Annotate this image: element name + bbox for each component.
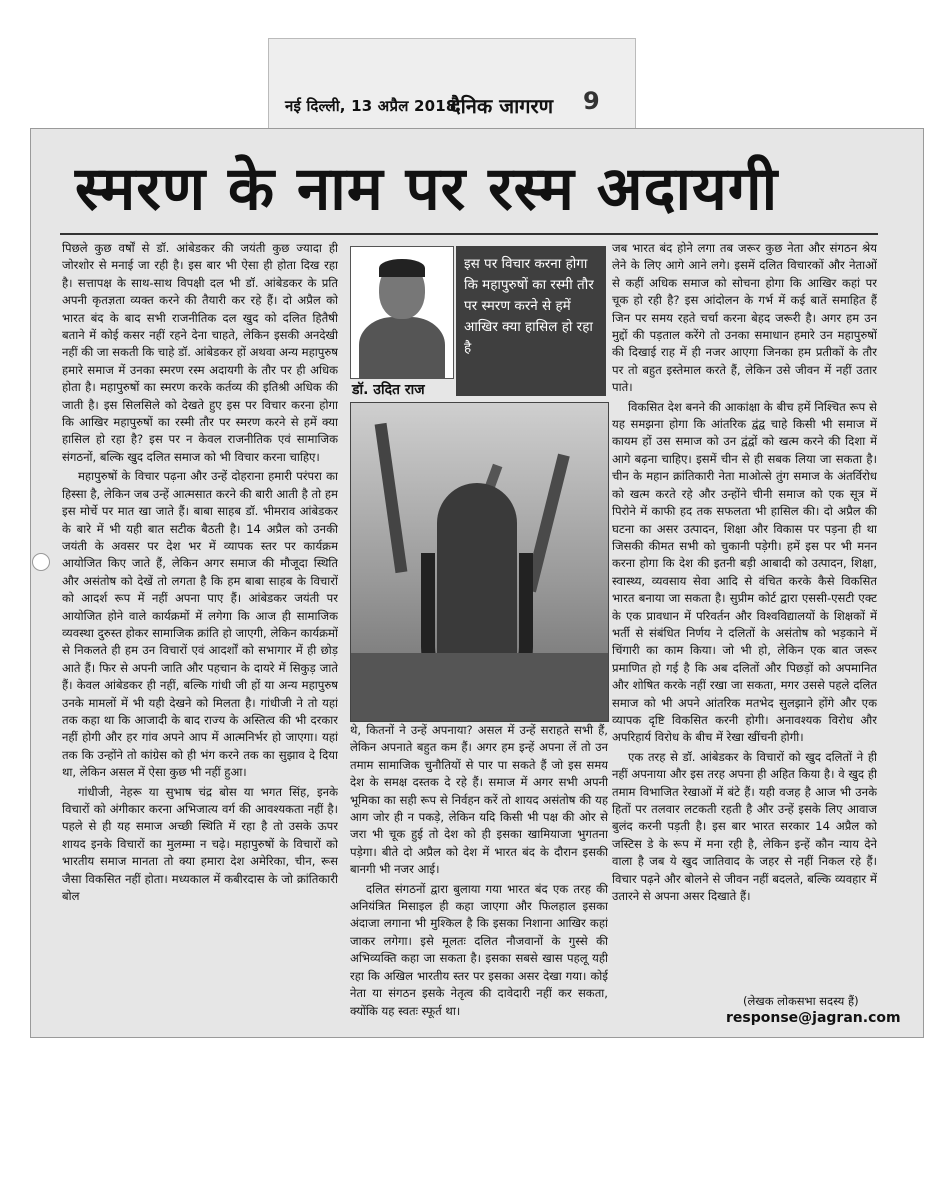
author-note: (लेखक लोकसभा सदस्य हैं) bbox=[743, 994, 859, 1008]
dateline: नई दिल्ली, 13 अप्रैल 2018 bbox=[285, 97, 457, 115]
paragraph: थे, कितनों ने उन्हें अपनाया? असल में उन्हें सराहते सभी हैं, लेकिन अपनाते बहुत कम हैं। अगर हम इन्हें अपना लें तो उन तमाम सामाजिक चुनौतियों से पार पा सकते हैं जो इस समय देश के समक्ष दस्तक दे रहे हैं। समाज में अगर सभी अपनी भूमिका का सही रूप से निर्वहन करें तो शायद असंतोष की यह आग जोर ही न पकड़े, लेकिन यदि किसी भी पक्ष की ओर से जरा भी चूक हुई तो देश को ही इसका खामियाजा भुगतना पड़ेगा। बीते दो अप्रैल को देश में भारत बंद के दौरान इसकी बानगी भी नजर आई। bbox=[350, 723, 608, 877]
article-column-2 bbox=[350, 722, 608, 1032]
headline: स्मरण के नाम पर रस्म अदायगी bbox=[75, 154, 779, 224]
author-photo bbox=[350, 246, 454, 379]
headline-rule bbox=[60, 233, 878, 235]
punch-hole bbox=[32, 553, 50, 571]
masthead bbox=[268, 38, 636, 132]
paragraph: पिछले कुछ वर्षों से डॉ. आंबेडकर की जयंती कुछ ज्यादा ही जोरशोर से मनाई जा रही है। इस बार भी ऐसा ही होता दिख रहा है। सत्तापक्ष के साथ-साथ विपक्षी दल भी डॉ. आंबेडकर के प्रति अपनी कृतज्ञता व्यक्त करने की तैयारी कर रहे हैं। दो अप्रैल को भारत बंद के बाद सभी राजनीतिक दल खुद को दलित हितैषी बताने में कोई कसर नहीं रहने देना चाहते, लेकिन इसकी अनदेखी नहीं की जा सकती कि चाहे डॉ. आंबेडकर हों अथवा अन्य महापुरुष हमारे समाज में उनका स्मरण रस्म अदायगी के तौर पर ही अधिक होता है। महापुरुषों का स्मरण करके कर्तव्य की इतिश्री अधिक की जाती है। इस सिलसिले को देखते हुए इस पर विचार करना होगा कि आखिर महापुरुषों का रस्मी तौर पर स्मरण करने से हमें क्या हासिल हो रहा है? इस पर न केवल राजनीतिक एवं सामाजिक संगठनों, बल्कि खुद दलित समाज को भी विचार करना चाहिए। bbox=[62, 241, 338, 464]
paragraph: गांधीजी, नेहरू या सुभाष चंद्र बोस या भगत सिंह, इनके विचारों को अंगीकार करना अभिजात्य वर्ग की आवश्यकता नहीं है। पहले से ही यह समाज अच्छी स्थिति में रहा है तो उसके ऊपर शायद इनके विचारों का मुलम्मा न चढ़े। महापुरुषों के विचारों को भारतीय समाज मानता तो क्या हमारा देश अमेरिका, चीन, रूस जैसा विकसित नहीं होता। मध्यकाल में कबीरदास के जो क्रांतिकारी बोल bbox=[62, 784, 338, 904]
response-email: response@jagran.com bbox=[726, 1010, 901, 1026]
paragraph: एक तरह से डॉ. आंबेडकर के विचारों को खुद दलितों ने ही नहीं अपनाया और इस तरह अपना ही अहित किया है। वे खुद ही तमाम विभाजित रेखाओं में बंटे हैं। यही वजह है आज भी उनके हितों पर तलवार लटकती रहती है और उन्हें इसके लिए आवाज बुलंद करनी पड़ती है। इस बार भारत सरकार 14 अप्रैल को जस्टिस डे के रूप में मना रही है, लेकिन इन्हें कौन न्याय देने वाला है जब ये खुद जातिवाद के जहर से नहीं निकल रहे हैं। विचार पढ़ने और बोलने से जीवन नहीं बदलते, बल्कि व्यवहार में उतारने से अपना असर दिखाते हैं। bbox=[612, 749, 877, 904]
article-column-3 bbox=[612, 240, 877, 956]
page-number: 9 bbox=[583, 87, 600, 115]
author-byline: डॉ. उदित राज bbox=[352, 382, 425, 398]
paragraph: महापुरुषों के विचार पढ़ना और उन्हें दोहराना हमारी परंपरा का हिस्सा है, लेकिन जब उन्हें आत्मसात करने की बारी आती है तो हम इस मोर्चे पर मात खा जाते हैं। बाबा साहब डॉ. भीमराव आंबेडकर के बारे में भी यही बात सटीक बैठती है। 14 अप्रैल को उनकी जयंती के अवसर पर देश भर में व्यापक स्तर पर कार्यक्रम आयोजित किए जाते हैं, लेकिन अगर समाज की मौजूदा स्थिति और असंतोष को देखें तो लगता है कि हम बाबा साहब के विचारों को आदर्श रूप में नहीं अपना पाए हैं। आंबेडकर जयंती पर आयोजित होने वाले कार्यक्रमों में लगेगा कि आज ही सामाजिक व्यवस्था दुरुस्त होकर सामाजिक क्रांति हो जाएगी, लेकिन कार्यक्रमों से निकलते ही हम उन विचारों एवं आदर्शों को सभागार में ही छोड़ आते हैं। फिर से अपनी जाति और पहचान के दायरे में सिकुड़ जाते हैं। केवल आंबेडकर ही नहीं, बल्कि गांधी जी हों या अन्य महापुरुष उनके मामलों में भी यही देखने को मिलता है। गांधीजी ने तो यहां तक कहा था कि आजादी के बाद राज्य के अस्तित्व की भी दरकार नहीं होगी और हर गांव अपने आप में आत्मनिर्भर हो जाएगा। यहां तक कि उन्होंने तो कांग्रेस को ही भंग करने तक का सुझाव दे दिया था, लेकिन असल में ऐसा कुछ भी नहीं हुआ। bbox=[62, 469, 338, 780]
paragraph: विकसित देश बनने की आकांक्षा के बीच हमें निश्चित रूप से यह समझना होगा कि आंतरिक द्वंद्व चाहे किसी भी समाज में कायम हों उस समाज को उन द्वंद्वों को खत्म करने की दिशा में आगे बढ़ना चाहिए। इसमें चीन से ही सबक लिया जा सकता है। चीन के महान क्रांतिकारी नेता माओत्से तुंग समाज के अंतर्विरोध को खत्म करते रहे और उन्होंने चीनी समाज को एक सूत्र में पिरोने में काफी हद तक सफलता भी हासिल की। दो अप्रैल की घटना का असर उत्पादन, शिक्षा और विकास पर पड़ना ही था जिसकी कीमत सभी को चुकानी पड़ेगी। हमें इस पर भी मनन करना होगा कि देश की इतनी बड़ी आबादी को उत्पादन, शिक्षा, स्वास्थ्य, व्यवसाय सेवा आदि से वंचित करके कैसे विकसित भारत बनाया जा सकता है। सुप्रीम कोर्ट द्वारा एससी-एसटी एक्ट के एक प्रावधान में परिवर्तन और विश्वविद्यालयों के शिक्षकों में भर्ती से संबंधित निर्णय ने दलितों के असंतोष को भड़काने में चिंगारी का काम किया। जो भी हो, लेकिन एक बात जरूर प्रमाणित हो गई है कि अब दलितों और पिछड़ों को अपमानित और शोषित करके नहीं रखा जा सकता, मगर उससे पहले दलित समाज को भी अपने आंतरिक मतभेद सुलझाने होंगे और एक व्यापक दृष्टि विकसित करनी होगी। अनावश्यक विरोध और अपरिहार्य विरोध के बीच में रेखा खींचनी होगी। bbox=[612, 399, 877, 745]
statue-photo bbox=[350, 402, 609, 722]
pull-quote: इस पर विचार करना होगा कि महापुरुषों का रस्मी तौर पर स्मरण करने से हमें आखिर क्या हासिल हो रहा है bbox=[456, 246, 606, 396]
paragraph: जब भारत बंद होने लगा तब जरूर कुछ नेता और संगठन श्रेय लेने के लिए आगे आने लगे। इसमें दलित विचारकों और नेताओं से कहीं अधिक समाज को सोचना होगा कि आखिर कहां पर चूक हो रही है? इस आंदोलन के गर्भ में कई बातें समाहित हैं जिन पर समय रहते चर्चा करना बेहद जरूरी है। अगर हम उन मुद्दों की पड़ताल करेंगे तो उनका समाधान हमारे उन महापुरुषों की दिखाई राह में ही नजर आएगा जिनका हम प्रतीकों के तौर पर तो बहुत इस्तेमाल करते हैं, लेकिन उसे जीवन में नहीं उतार पाते। bbox=[612, 241, 877, 395]
newspaper-name: दैनिक जागरण bbox=[450, 94, 554, 118]
article-column-1 bbox=[62, 240, 338, 1030]
paragraph: दलित संगठनों द्वारा बुलाया गया भारत बंद एक तरह की अनियंत्रित मिसाइल ही कहा जाएगा और फिलहाल इसका अंदाजा लगाना भी मुश्किल है कि इसका निशाना आखिर कहां जाकर लगेगा। इसे मूलतः दलित नौजवानों के गुस्से की अभिव्यक्ति कहा जा सकता है। इसका सबसे खास पहलू यही रहा कि अखिल भारतीय स्तर पर इसका असर देखा गया। कोई नेता या संगठन इसके नेतृत्व की दावेदारी नहीं कर सकता, क्योंकि यह स्वतः स्फूर्त था। bbox=[350, 881, 608, 1018]
